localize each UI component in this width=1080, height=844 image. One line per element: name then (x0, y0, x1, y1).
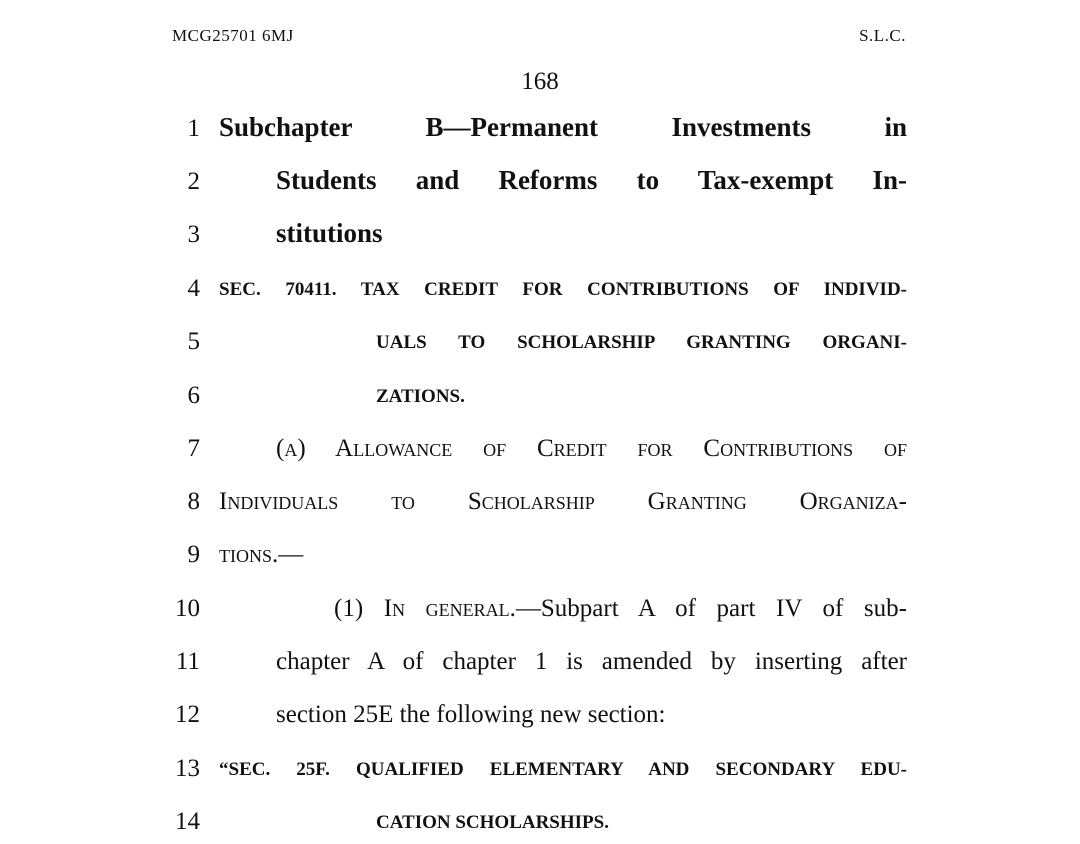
line-number: 1 (187, 115, 200, 142)
line-number: 2 (187, 168, 200, 195)
line-number: 4 (187, 275, 200, 302)
section-heading: ZATIONS. (376, 386, 465, 407)
line-number: 3 (187, 221, 200, 248)
line-number: 6 (187, 382, 200, 409)
subsection-heading: Individuals to Scholarship Granting Organiza- (219, 488, 907, 515)
text-line (0, 271, 1080, 311)
line-number: 7 (187, 435, 200, 462)
text-line (0, 644, 1080, 684)
subchapter-heading: Subchapter B—Permanent Investments in (219, 112, 907, 142)
line-number: 8 (187, 488, 200, 515)
subchapter-heading: Students and Reforms to Tax-exempt In- (276, 165, 907, 195)
subchapter-heading: stitutions (276, 218, 383, 248)
text-line (0, 324, 1080, 364)
paragraph-body: —Subpart A of part IV of sub- (515, 595, 907, 622)
text-line (0, 484, 1080, 524)
line-number: 10 (175, 595, 200, 622)
section-heading: UALS TO SCHOLARSHIP GRANTING ORGANI- (376, 332, 907, 353)
text-line (0, 217, 1080, 257)
line-number: 11 (175, 648, 200, 675)
subsection-heading: (a) Allowance of Credit for Contributions of (276, 435, 907, 462)
text-line (0, 591, 1080, 631)
section-heading: “SEC. 25F. QUALIFIED ELEMENTARY AND SECONDARY EDU- (219, 759, 907, 780)
line-number: 14 (175, 808, 200, 835)
paragraph-text: section 25E the following new section: (276, 701, 666, 728)
text-line (0, 537, 1080, 577)
line-number: 12 (175, 701, 200, 728)
text-line (0, 164, 1080, 204)
text-line (0, 751, 1080, 791)
document-id: MCG25701 6MJ (172, 26, 294, 45)
page-number: 168 (521, 68, 559, 95)
line-number: 13 (175, 755, 200, 782)
paragraph-text (334, 595, 907, 623)
paragraph-heading: (1) In general. (334, 595, 516, 622)
text-line (0, 378, 1080, 418)
line-number: 5 (187, 328, 200, 355)
text-line (0, 697, 1080, 737)
line-number: 9 (187, 541, 200, 568)
paragraph-text: chapter A of chapter 1 is amended by inserting after (276, 648, 907, 675)
text-line (0, 804, 1080, 844)
text-line (0, 431, 1080, 471)
section-heading: SEC. 70411. TAX CREDIT FOR CONTRIBUTIONS OF INDIVID- (219, 279, 907, 300)
section-heading: CATION SCHOLARSHIPS. (376, 812, 609, 833)
office-code: S.L.C. (859, 26, 906, 45)
text-line (0, 111, 1080, 151)
subsection-heading: tions.— (219, 541, 304, 568)
